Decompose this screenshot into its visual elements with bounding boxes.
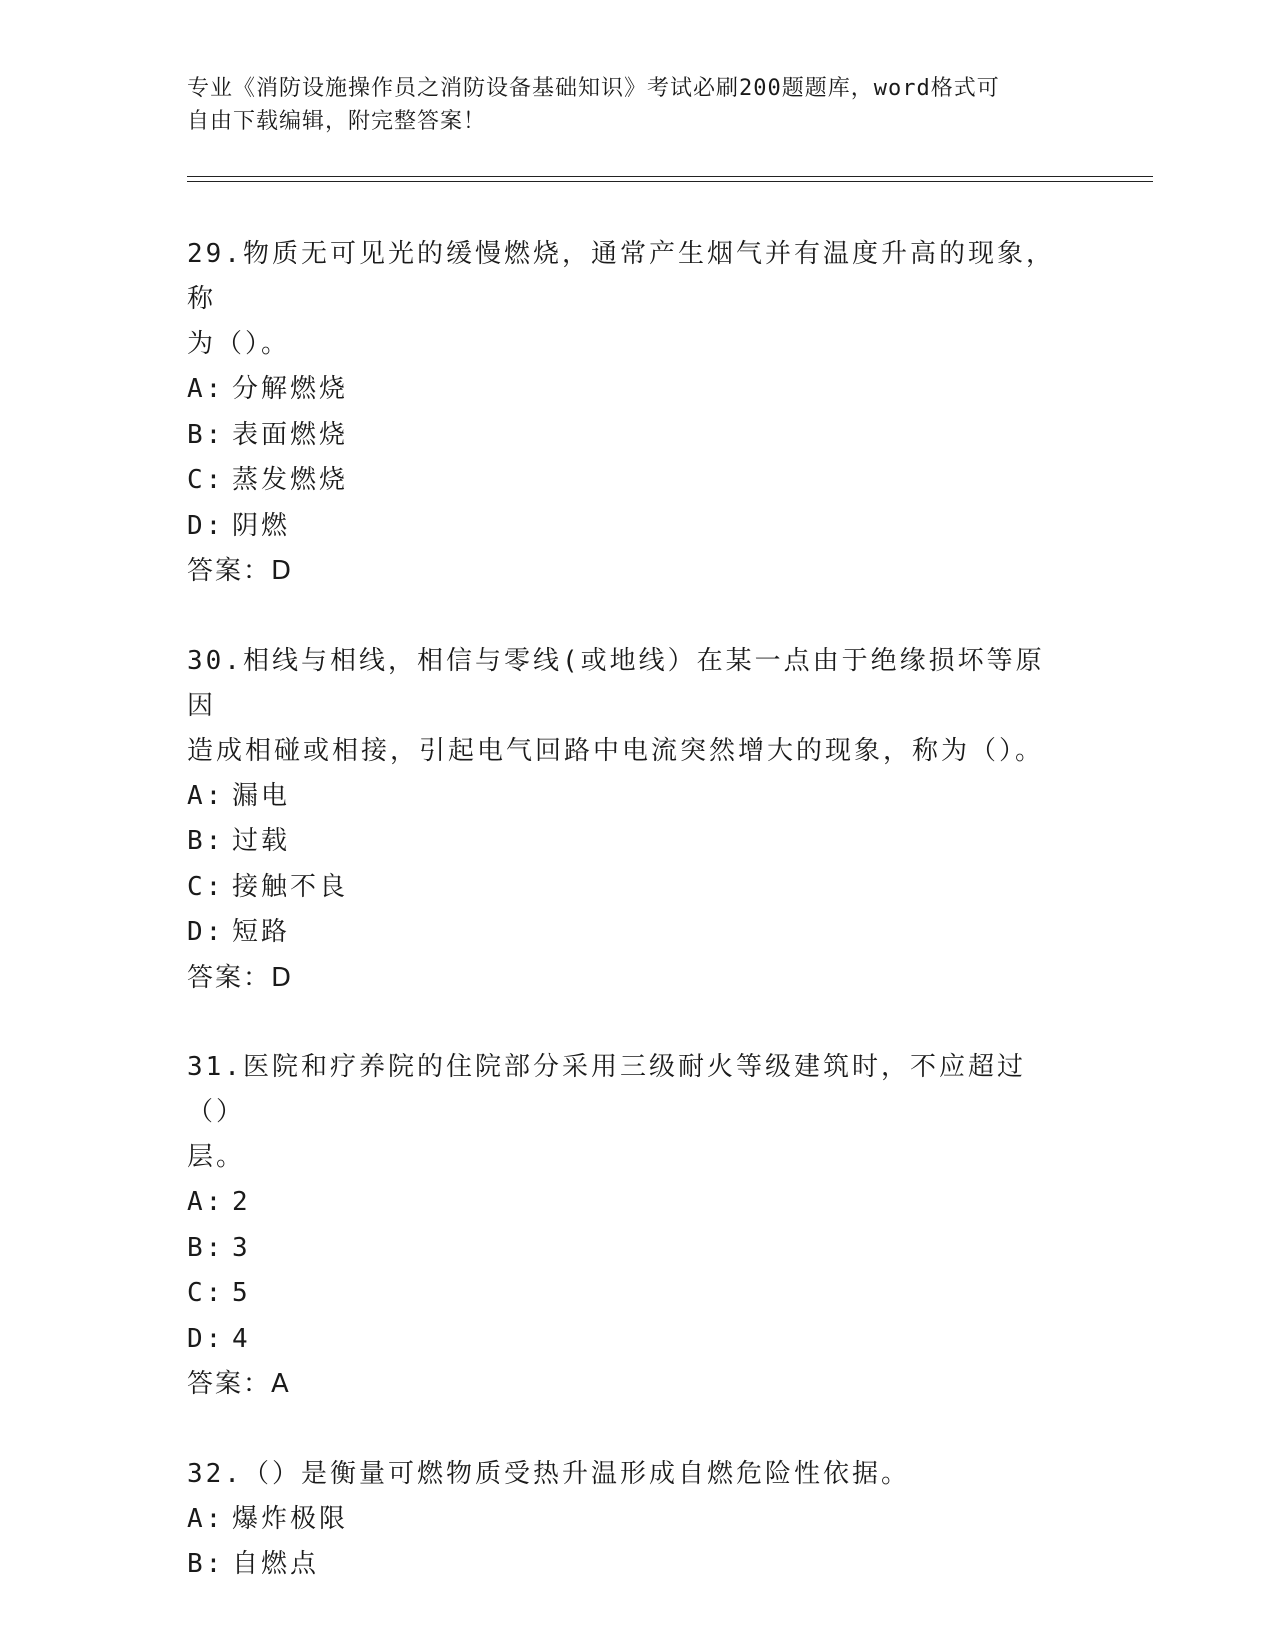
- option-text: 接触不良: [232, 871, 349, 902]
- option-b: [187, 1542, 1067, 1588]
- option-d: [187, 504, 1067, 550]
- option-letter: B:: [187, 826, 225, 856]
- question-text-line-1: 30.相线与相线，相信与零线(或地线）在某一点由于绝缘损坏等原因: [187, 645, 1045, 721]
- option-d: [187, 1317, 1067, 1363]
- option-a: [187, 774, 1067, 820]
- option-b: [187, 1226, 1067, 1272]
- option-a: [187, 1497, 1067, 1543]
- question-text: [187, 1452, 1067, 1497]
- header-line-2: 自由下载编辑，附完整答案！: [187, 109, 487, 134]
- option-letter: D:: [187, 510, 225, 541]
- option-text: 分解燃烧: [232, 374, 349, 404]
- answer-line: 答案：A: [187, 1369, 291, 1399]
- option-letter: A:: [187, 1187, 225, 1217]
- answer-line: 答案：D: [187, 556, 294, 586]
- question-text-line-2: 造成相碰或相接，引起电气回路中电流突然增大的现象，称为（）。: [187, 735, 1045, 766]
- option-text: 阴燃: [232, 510, 291, 541]
- option-letter: B:: [187, 1232, 225, 1263]
- question-text-line-1: 32.（）是衡量可燃物质受热升温形成自燃危险性依据。: [187, 1458, 910, 1489]
- option-letter: B:: [187, 1549, 225, 1579]
- question-32: [187, 1452, 1067, 1588]
- option-text: 4: [232, 1323, 251, 1354]
- option-text: 2: [232, 1187, 251, 1217]
- option-text: 5: [232, 1278, 251, 1308]
- option-letter: C:: [187, 465, 225, 495]
- question-text-line-2: 层。: [187, 1142, 246, 1172]
- option-text: 自燃点: [232, 1549, 320, 1579]
- option-letter: B:: [187, 419, 225, 450]
- option-b: [187, 819, 1067, 865]
- option-c: [187, 1271, 1067, 1317]
- question-30: [187, 639, 1067, 1002]
- question-29: [187, 232, 1067, 595]
- question-text: [187, 1045, 1067, 1180]
- option-letter: D:: [187, 1323, 225, 1354]
- option-c: [187, 865, 1067, 911]
- question-31: [187, 1045, 1067, 1408]
- option-letter: A:: [187, 374, 225, 404]
- option-letter: A:: [187, 780, 225, 811]
- question-text-line-2: 为（）。: [187, 329, 291, 359]
- option-d: [187, 910, 1067, 956]
- option-letter: D:: [187, 917, 225, 947]
- option-a: [187, 367, 1067, 413]
- document-header: [187, 72, 1087, 138]
- answer-line: 答案：D: [187, 962, 294, 993]
- question-text: [187, 639, 1067, 774]
- option-c: [187, 458, 1067, 504]
- option-letter: C:: [187, 871, 225, 902]
- option-letter: A:: [187, 1503, 225, 1534]
- option-text: 表面燃烧: [232, 419, 349, 450]
- question-list: [187, 232, 1067, 1632]
- question-text-line-1: 31.医院和疗养院的住院部分采用三级耐火等级建筑时，不应超过（）: [187, 1052, 1026, 1127]
- option-text: 爆炸极限: [232, 1503, 349, 1534]
- option-text: 漏电: [232, 780, 291, 811]
- option-text: 蒸发燃烧: [232, 465, 349, 495]
- option-text: 短路: [232, 917, 291, 947]
- question-text: [187, 232, 1067, 367]
- question-text-line-1: 29.物质无可见光的缓慢燃烧，通常产生烟气并有温度升高的现象，称: [187, 239, 1055, 314]
- header-line-1: 专业《消防设施操作员之消防设备基础知识》考试必刷200题题库，word格式可: [187, 76, 1000, 101]
- header-double-rule: [187, 176, 1153, 182]
- option-a: [187, 1180, 1067, 1226]
- option-text: 3: [232, 1232, 251, 1263]
- option-letter: C:: [187, 1278, 225, 1308]
- option-text: 过载: [232, 826, 291, 856]
- option-b: [187, 413, 1067, 459]
